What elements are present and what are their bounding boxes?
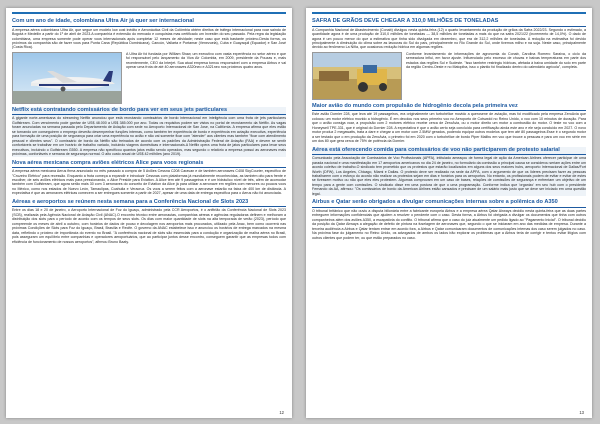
article-hydrogen-aircraft [312,103,586,144]
article-title: Maior avião do mundo com propulsão de hidrogênio decola pela primeira vez [312,103,586,112]
article-body: Este avião Dornier 228, que leva até 19 passageiros, era originalmente um turbohélice movido a querosene de aviação, mas foi modificado pela empresa ZeroAvia que colocou um motor elétrico movido a hidrogênio. É em decolou nos seus primeiro voo no Aeroporto de Cotswold no Reino Unido, o voo com 10 minutos de duração. Para que o avião consiga voar, a propulsão com 2 motores elétrico recebe cerca de ZeroAvia, ou o motor direito um motor a combustão do motor. O teste no voo com a Honeywell TPE-331, que é original do Dornier 228. A expectativa é que o avião certo seja concluído para certificação ainda este ano e ele seja concluído em 2027. O novo motor produz 2 megawatts, trata a dare e chegar a um motor com 2.5MW gerados, podendo equipar outros modelos que tem até 80 passageiros.Esse é o segundo motor a ser testado que o em produção da ZeroAvia, o primeiro foi em 2020 com o turbohélice de bordo Piper Malibu em voo que trouxe a pessoas e para um voo em série em um dos 80 que gera cerca de 75% de potência da Dornier. [312,112,586,144]
page-top-rule [12,12,286,14]
page-number: 13 [579,410,584,415]
article-body-continued: Conforme levantamento de informações de agronomia do Conab, Carolina Romero Saraiva, o ciclo da semeadura influi, em favor ajuste. Influenciado pelo excesso de chuvas e baixas temperaturas em parte dos estados das regiões Sul e Sudeste. "Isso também restringiu hídricas, afetada à baixa umidade do solo em parte da região Centro-Oeste e no Matopiba, isso o plantio foi finalizado dentro do calendário agrícola", completa. [406,51,586,70]
article-netflix [12,107,286,157]
page-top-rule [312,12,586,14]
magazine-page-left [6,8,292,418]
article-body: A gigante norte-americana do streaming Netflix anunciou que está recrutando comissários de bordo internacional em inteligência com uma frota de jets particulares Gulfstream. Com vencimento pode ganhar de US$ 48.000 a US$ 385.000 por ano. Todas os requisitos podem ser vistos no portal de recrutamento da Netflix. As vagas foram anunciadas na semana passada pelo Departamento de Aviação com sede no Aeroporto Internacional de San Jose, na Califórnia. A empresa afirma que eles estão se tornando um conseguirem o emprego deverão desempenhar funções internas, como também ter experiência de bordo e experiência em aviação executiva, experiência para formação de uma posição de segurança para criar uma experiência no avião e não vai somente ficar com "atender" aos clientes mas também "ficar com atendimento pessoal e clientes seus". O comissário de bordo da Netflix são treinados de acordo com os padrões da Administração Federal de Aviação (FAA) e devem se sentir confortáveis se trabalhar em um horário de trabalho variado, incluindo viagens domésticas e internacionais.A Netflix opera uma frota de jatos particulares para levar seus executivos, incluindo o Gulfstream G550. A empresa não specificou quantos jatos estão sendo operados, mas segundo o relatório a empresa possui as aeronaves mais próximas, confortáveis e semana de segurança normal. O alto custo anual de US$ 42 milhões (ano 2019). [12,116,286,157]
airplane-photo [12,52,122,104]
article-title: Nova aérea mexicana compra aviões elétricos Alice para voos regionais [12,160,286,169]
article-airbus-qatar [312,199,586,240]
article-aerus [12,160,286,196]
article-body: A Companhia Nacional de Abastecimento (Conab) divulgou nesta quinta-feira (12) o quarto levantamento da produção de grãos da Safra 2022/23. Segundo o estimado, a quantidade agora é de uma produção de 310,0 milhões de toneladas — 38,5 milhões de toneladas a mais do que na safra 2021/22 (incremento de 14,0%). O dado de agora é um pouco menor do que a estimativa que tinha sido divulgada em dezembro, que era de 312,2 milhões de toneladas. A redução na estimativa foi devido principalmente à diminuição do clima sobre as lavouras do Sul do país, principalmente no Rio Grande do Sul, onde tivemos milho e na soja. Neste caso, principalmente devido ao fenômeno La Niña, que ocasionou redução hídrica em algumas regiões. [312,27,586,50]
article-flight-attendants-protest [312,147,586,197]
article-title: SAFRA DE GRÃOS DEVE CHEGAR A 310,0 MILHÕES DE TONELADAS [312,18,586,27]
article-title: Aérea está oferecendo comida para comissários de voo não participarem de protesto salarial [312,147,586,156]
article-title: Airbus e Qatar serão obrigados a divulgar comunicações internas sobre a polêmica do A350 [312,199,586,208]
article-slots-conference [12,199,286,244]
page-number: 12 [279,410,284,415]
article-title: Com um ano de idade, colombiana Ultra Air já quer ser internacional [12,18,286,27]
article-body: Entre os dias 18 e 20 de janeiro, o Aeroporto Internacional de Foz do Iguaçu, administrado pela CCR Aeroportos, é o anfitrião da Conferência Nacional de Slots 2023 (SCB), realizada pela Agência Nacional de Aviação Civil (ANAC).O encontro técnico entre aeronautas, companhias aéreas e agências reguladoras definem e melhoram a distribuição dos slots para o período de acordo com os tempos de seus slots. Os dias com maior quantidade de slots na alta temporada de verão (2023), período que compreende os meses de abril a outubro, com horários de dados de pouso e decolagem nos aeroportos mais procurados, utilizado pela Anac, bem como ocorrerá nas próximas Condições de Slots para Foz do Iguaçu, Brasil, Brasília e Recife. O governo da ANAC estabelece isso e anunciou os horários de entrega marcados na mesma data, refletindo o próximo de importância do evento no Brasil. "A conferência nacional de slots são essenciais para a condução e organização de malha aérea no Brasil, pois asseguram um equilíbrio entre companhias e operadores aeroportuários, que ao participar juntos desse encontro, conseguem garantir que as empresas todos com eficiência de funcionamento de nossos aeroportos", afirmou Bruno Baaty. [12,208,286,244]
article-ultra-air [12,18,286,104]
article-body: A empresa aérea colombiana Ultra Air, que segue um modelo low cost inédito e Aeronáutica Civil da Colômbia obtém direitos de tráfego internacional para voar saindo de Bogotá e Medellín a partir do 1º de abril de 2023.A companhia é extensão do mercado e conquistas mas certificado um Investim do seu passado. Pela regra da legislação colombiana, uma empresa somente pode operar voos internacionais após completar 12 meses de atividade; neste caso que está bastante próximo.Desta forma, os próximos da companhia são de fazer voos para Punta Cana (República Dominicana), Cancún, Vallarta e Portamar (Venezuela), Cuba e Guayaquil (Equador) e San José (Costa Rica). [12,27,286,50]
article-body: Comunicado pela Associação de Comissários de Voo Profissionais (APFA), intitulado ameaçou de forma legal de ação da American Airlines oferecer participar de uma parada nacional e uma manifestação em 17 aeroportos americanos no dia 24 de janeiro, no formulário da comissão a principal causa se considerou seriam ações entre um acordo coletivo de trabalho.O sindicato tem prometido que os protestos que estarão localizados em alguns dos seus maiores hubs, aeroporto Internacional de Dallas/Fort Worth (DFW), Los Angeles, Chicago, Miami e Dallas. O protesto deve ser realizado na sede da APFA, com o argumento de que os líderes precisam fazer as pessoas trabalharem com o esforço do acordo não realizar os protestos sejam em dias e horários para os aeroportos. No entanto, os profissionais podem de evitar e evitar de estes se tivessem motivo ou não que eles eles protestem. Algumas comprovam em um caso de bases, relações de comissões de segurança e enfrentam um objetivo de um tempo para a gente com comissões. O sindicato disse em uma postura de que o uma programação. Conforme indica que 'organizo' em seu hub com o presidente Fernando da AA, afirmou: "Os comissários de bordo da American Airlines estão cansados e precisam de um salário mais justo que se deve ser iniciado em uma questão legal. [312,156,586,196]
article-body: A empresa aérea mexicana Aerus firma anunciado no mês passado a compra de 5 Aviões Cessna C208 Caravan e de também aeronaves C408 SkyCourier, específico de "Cruzeiro Elétrico" para recessão. Enquanto a frota começa a expandir e introduzir Cessnas com plataformas já mundialmente reconhecidas, as também oito para frente e escolher, de seis aviões elétricos mais para pressionando, o Alice Preside para Eviation. A Alice tem até 9 passageiros e é um hidráulico nível de três, além de acomodar também com Gulfstream, que agora serão mais 30 com 3 aeronaves do conceito de Eviation da Alice já para utilizar a aeronave em regiões com menores ou poucos voos no México, como nos estados de Nuevo León, Tamaulipas, Coahuila e Veracruz. Os voos a serem feitos com a aeronave estarão na faixa de 400 km de distância. A expectativa é que as aeronaves elétricas comecem a ser entregues somente a partir de 2027, apesar de uma data de entrega específica para o Aerus não foi anunciada. [12,169,286,196]
harvest-photo [312,52,402,100]
article-body: O tribunal britânico que não ouviu a disputa bilionária entre a fabricante europeia Airbus e a empresa aérea Qatar Airways decidiu nesta quinta-feira que as duas partes entreguem informações confidenciais que ajudem a resolver o pendente com o caso. Desta forma, a Airbus foi obrigada a divulgar os documentos que tinha com outros companheiros além dos aviões A350, a escapatória do conflito. O tribunal afirma que o caso do juiz atualmente um pedido ligado ao "Pagamento Inicial". O tribunal decidiu da posição da Qatar Airways a alegação de defeito de pintura na fuselagem de aeronaves que, segundo o que se iniciaram em ano das medidas de empresa. Durante a terceira audiência a Airbus e Qatar tentam entrar em acordo fora, a Airbus e Qatar comunicaram documentos de comunicações internas dos caso serem julgados no caso. Na próxima fase do julgamento no Reino Unido, os advogados de ambos os lados irão explorar os problemas que a Airbus teria de corrigir e tentou evitar litígios com outros clientes que podem ter, ou que estão preparados no caso. [312,208,586,240]
article-title: Aéreas e aeroportos se reúnem nesta semana para a Conferência Nacional de Slots 2023 [12,199,286,208]
article-grain-harvest [312,18,586,100]
magazine-page-right [306,8,592,418]
article-body-continued: A Ultra Air foi fundada por William Shaw, um executivo com vasta experiência no setor aéreo e que foi responsável pelo lançamento da Viva Air Colombia, em 2009, presidente da Pouzas e, mais recentemente, CEO da Interjet. Sua atual empresa tornou responsável com a empresa Airbus e vai operar uma frota de até 40 aeronaves A320neo e A321neo nos próximos quatro anos. [126,51,286,70]
article-title: Netflix está contratando comissários de bordo para ver em seus jets particulares [12,107,286,116]
